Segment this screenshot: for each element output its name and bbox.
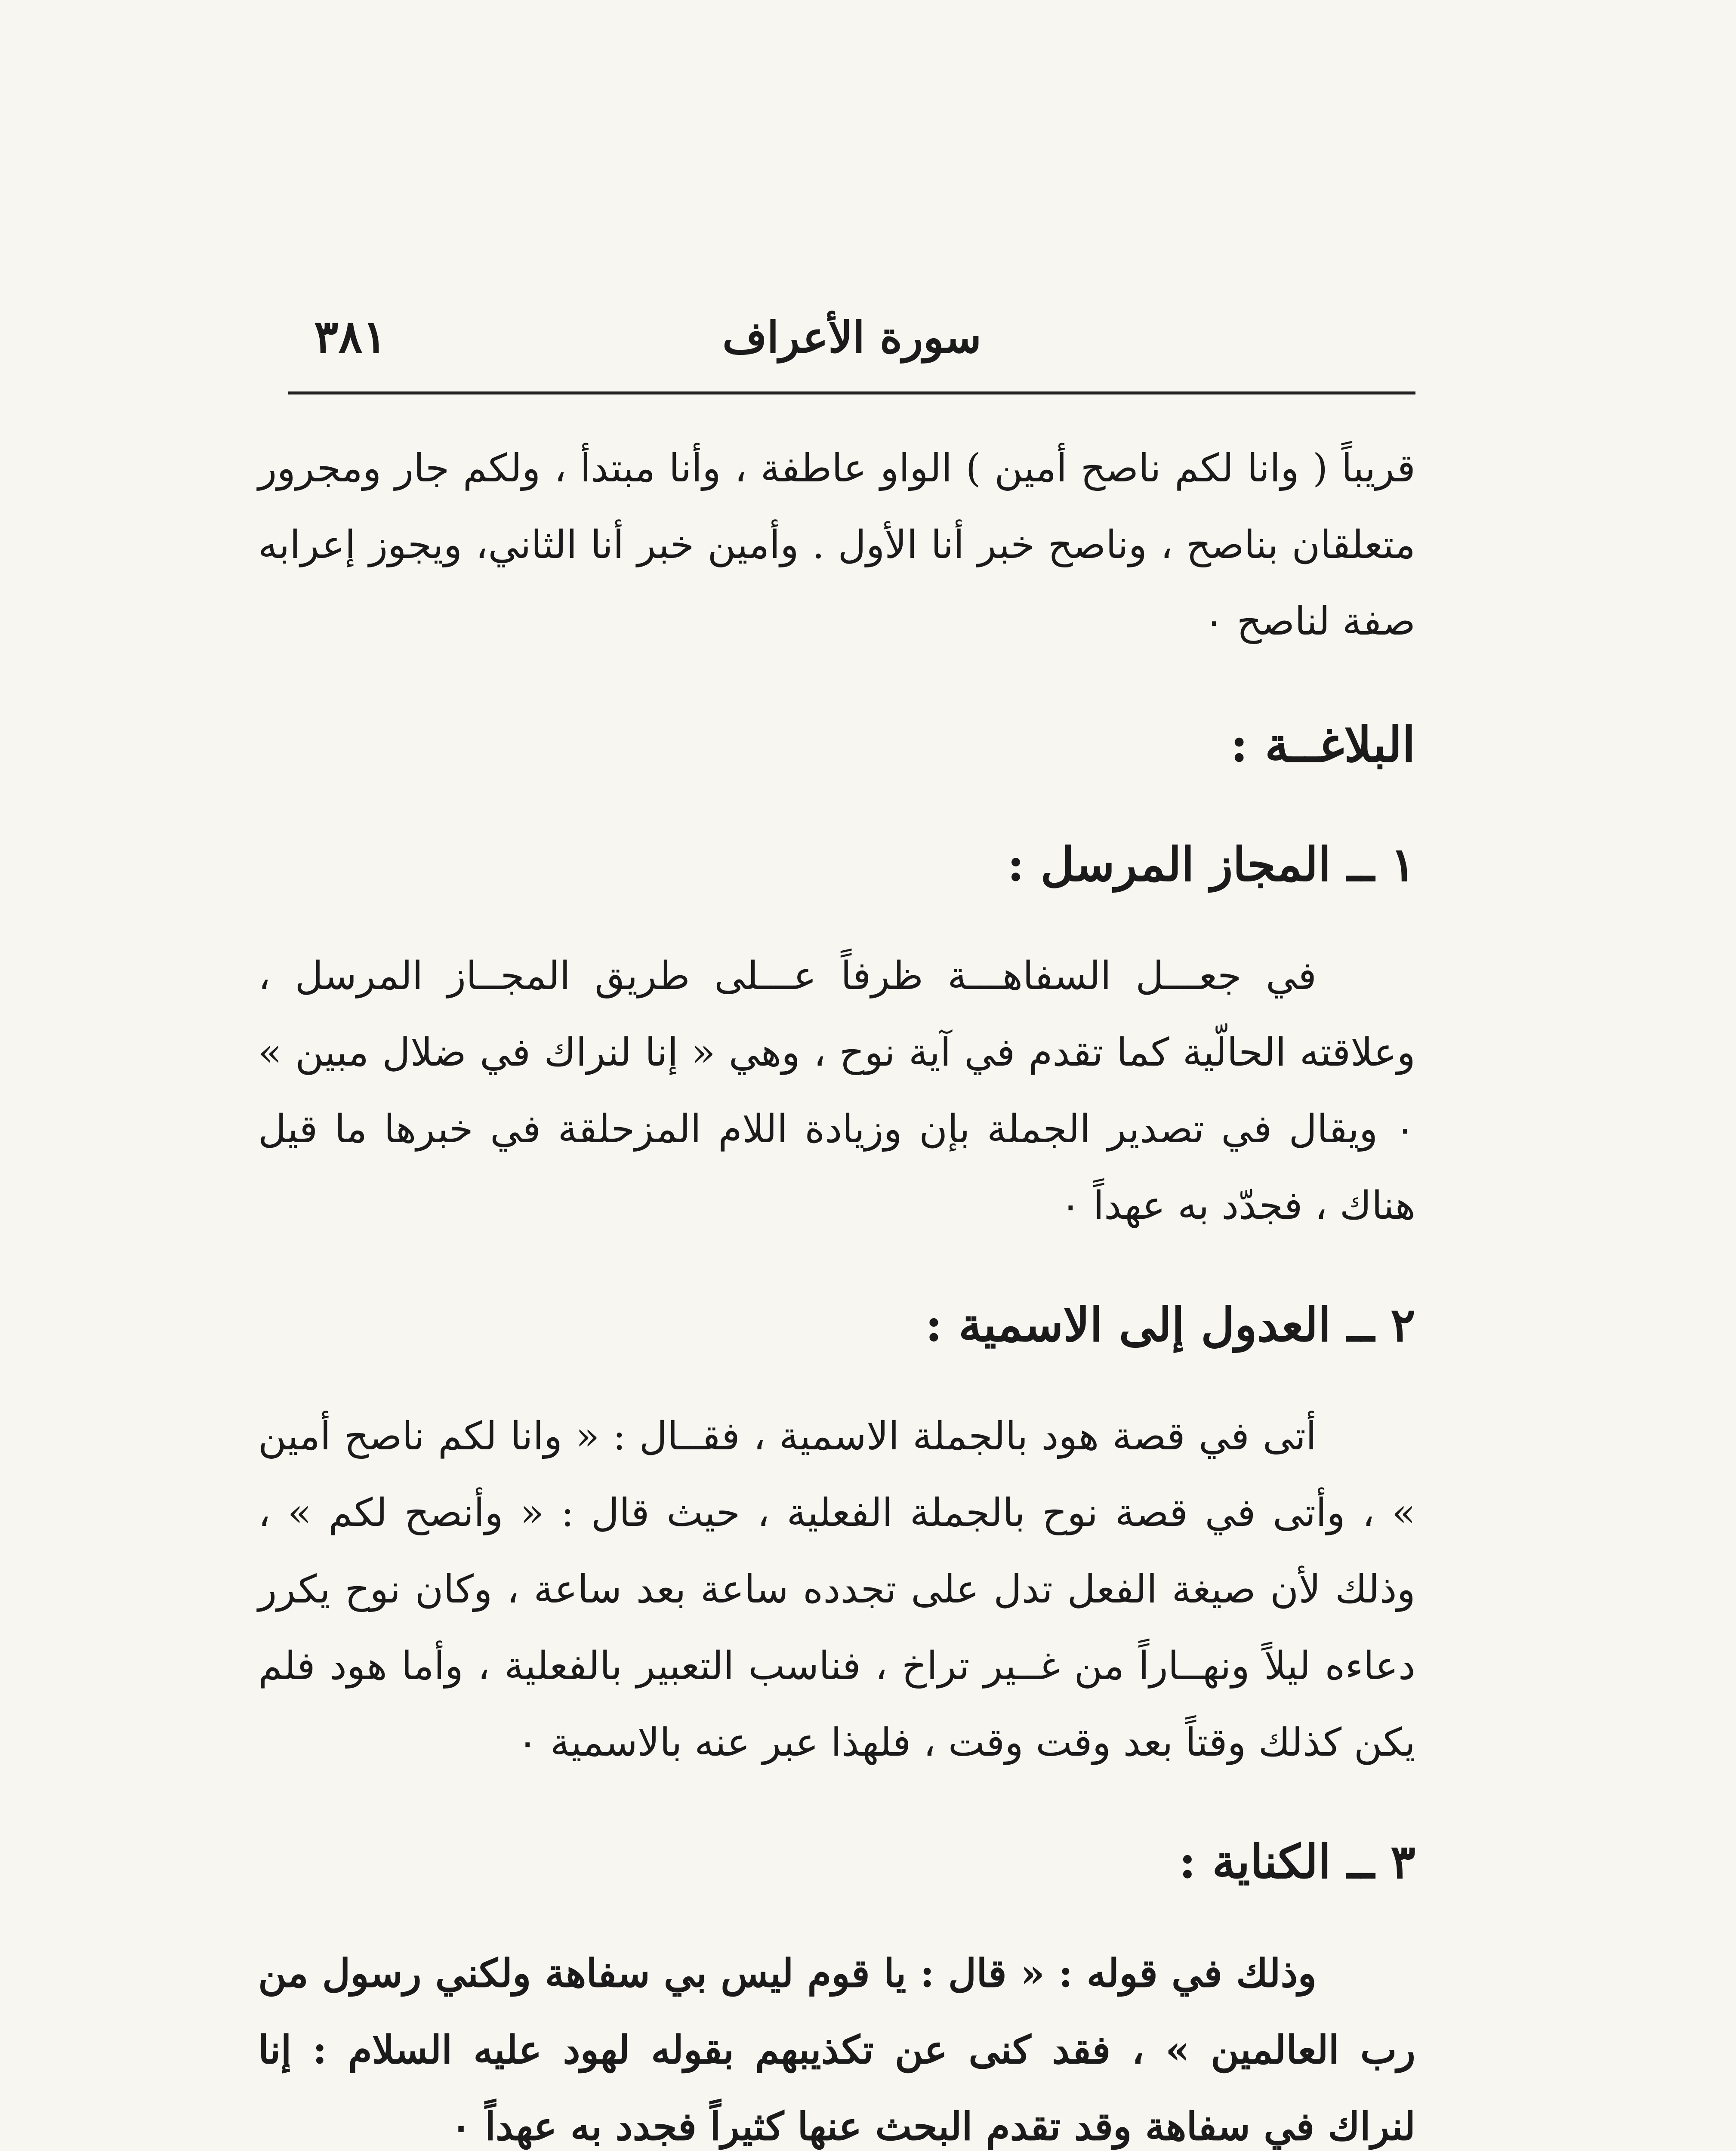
balagha-heading: البلاغــة : — [1230, 717, 1415, 773]
section-text-udul: أتى في قصة هود بالجملة الاسمية ، فقــال : « وانا لكم ناصح أمين » ، وأتى في قصة نوح بالجملة الفعلية ، حيث قال : « وأنصح لكم » ، وذلك لأن صيغة الفعل تدل على تجدده ساعة بعد ساعة ، وكان نوح يكرر دعاءه ليلاً ونهــاراً من غــير تراخ ، فناسب التعبير بالفعلية ، وأما هود فلم يكن كذلك وقتاً بعد وقت وقت ، فلهذا عبر عنه بالاسمية ٠ — [258, 1414, 1415, 1765]
section-heading-majaz: ١ ــ المجاز المرسل : — [1007, 838, 1415, 892]
page-body — [258, 430, 1415, 2151]
section-text-kinaya: وذلك في قوله : « قال : يا قوم ليس بي سفاهة ولكني رسول من رب العالمين » ، فقد كنى عن تكذيبهم بقوله لهود عليه السلام : إنا لنراك في سفاهة وقد تقدم البحث عنها كثيراً فجدد به عهداً ٠ — [258, 1951, 1415, 2149]
section-text-majaz: في جعـــل السفاهـــة ظرفاً عـــلى طريق المجــاز المرسل ، وعلاقته الحالّية كما تقدم في آية نوح ، وهي « إنا لنراك في ضلال مبين » ٠ ويقال في تصدير الجملة بإن وزيادة اللام المزحلقة في خبرها ما قيل هناك ، فجدّد به عهداً ٠ — [258, 953, 1415, 1228]
page-number: ٣٨١ — [314, 310, 387, 363]
section-heading-kinaya: ٣ ــ الكناية : — [1179, 1835, 1415, 1889]
surah-title: سورة الأعراف — [722, 312, 982, 363]
intro-paragraph: قريباً ( وانا لكم ناصح أمين ) الواو عاطفة ، وأنا مبتدأ ، ولكم جار ومجرور متعلقان بناصح ، وناصح خبر أنا الأول . وأمين خبر أنا الثاني، ويجوز إعرابه صفة لناصح ٠ — [258, 446, 1415, 644]
page-header — [288, 301, 1415, 394]
section-heading-udul: ٢ ــ العدول إلى الاسمية : — [925, 1298, 1415, 1352]
